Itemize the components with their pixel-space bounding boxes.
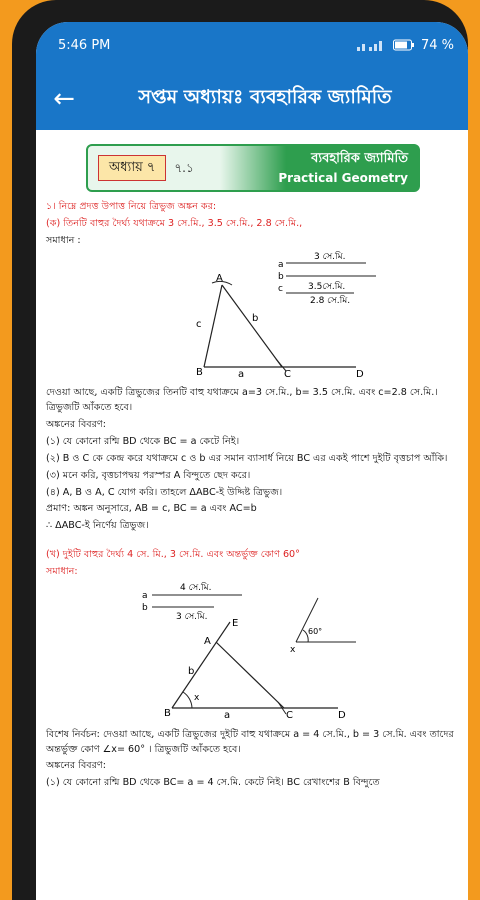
legend2-b-key: b <box>142 602 148 613</box>
step-4: (৪) A, B ও A, C যোগ করি। তাহলে ΔABC-ই উদ্দিষ্ট ত্রিভুজ। <box>46 486 283 498</box>
signal-icon <box>357 39 387 51</box>
label-b: b <box>252 312 259 324</box>
status-bar <box>36 22 468 68</box>
given-2-text: বিশেষ নির্বচন: দেওয়া আছে, একটি ত্রিভুজের দুইটি বাহু যথাক্রমে a = 4 সে.মি., b = 3 সে.মি. এবং তাদের অন্তর্ভুক্ত কোণ ∠x= 60° । ত্রিভুজটি আঁকতে হবে। <box>46 728 454 755</box>
label-c: c <box>196 318 202 330</box>
legend2-a-key: a <box>142 590 148 601</box>
label2-C: C <box>286 709 293 720</box>
triangle-diagram-2 <box>46 582 460 720</box>
question-heading: ১। নিম্নে প্রদত্ত উপাত্ত নিয়ে ত্রিভুজ অঙ্কন কর: <box>46 201 217 212</box>
step2-1: (১) যে কোনো রশ্মি BD থেকে BC= a = 4 সে.মি. কেটে নিই। BC রেখাংশের B বিন্দুতে <box>46 777 380 789</box>
arrow-left-icon: ← <box>53 84 75 114</box>
legend-b-val: 3.5সে.মি. <box>308 281 346 292</box>
legend2-a-val: 4 সে.মি. <box>180 582 212 593</box>
label2-B: B <box>164 707 171 719</box>
label2-b: b <box>188 665 195 677</box>
label-B: B <box>196 366 203 378</box>
step-2: (২) B ও C কে কেন্দ্র করে যথাক্রমে c ও b এর সমান ব্যাসার্ধ নিয়ে BC এর একই পাশে দুইটি বৃত্তচাপ আঁকি। <box>46 452 448 464</box>
legend-c-key: c <box>278 283 283 294</box>
given-text: দেওয়া আছে, একটি ত্রিভুজের তিনটি বাহু যথাক্রমে a=3 সে.মি., b= 3.5 সে.মি. এবং c=2.8 সে.মি.। ত্রিভুজটি আঁকতে হবে। <box>46 387 438 414</box>
battery-icon <box>393 39 415 51</box>
label2-E: E <box>232 617 239 629</box>
question-sub: (ক) তিনটি বাহুর দৈর্ঘ্য যথাক্রমে 3 সে.মি., 3.5 সে.মি., 2.8 সে.মি., <box>46 217 303 229</box>
chapter-label: অধ্যায় ৭ <box>98 155 166 181</box>
step-3: (৩) মনে করি, বৃত্তচাপদ্বয় পরস্পর A বিন্দুতে ছেদ করে। <box>46 469 251 481</box>
label2-a: a <box>224 709 231 720</box>
back-button[interactable] <box>36 84 92 114</box>
angle-x-label: x <box>290 644 296 655</box>
label2-x: x <box>194 692 200 703</box>
triangle-diagram-1 <box>46 251 460 379</box>
content-area[interactable] <box>36 130 468 791</box>
banner-title-en: Practical Geometry <box>278 170 408 185</box>
steps-title: অঙ্কনের বিবরণ: <box>46 419 106 431</box>
chapter-banner <box>86 144 420 192</box>
label2-D: D <box>338 709 346 720</box>
label-D: D <box>356 368 364 379</box>
angle-deg-label: 60° <box>308 626 323 636</box>
screen <box>36 22 468 900</box>
legend-b-key: b <box>278 271 284 282</box>
proof-text: প্রমাণ: অঙ্কন অনুসারে, AB = c, BC = a এবং AC=b <box>46 503 257 515</box>
solution-label: সমাধান : <box>46 234 81 246</box>
step-1: (১) যে কোনো রশ্মি BD থেকে BC = a কেটে নিই। <box>46 436 240 448</box>
page-title: সপ্তম অধ্যায়ঃ ব্যবহারিক জ্যামিতি <box>138 86 392 108</box>
app-bar <box>36 68 468 130</box>
status-time: 5:46 PM <box>58 37 111 53</box>
label-A: A <box>216 272 223 284</box>
legend-a-key: a <box>278 259 284 270</box>
phone-frame <box>12 0 468 900</box>
question-2-heading: (খ) দুইটি বাহুর দৈর্ঘ্য 4 সে. মি., 3 সে.মি. এবং অন্তর্ভুক্ত কোণ 60° <box>46 549 300 561</box>
label2-A: A <box>204 635 211 647</box>
solution-2-label: সমাধান: <box>46 566 78 578</box>
battery-level: 74 % <box>420 37 454 53</box>
legend-a-val: 3 সে.মি. <box>314 251 346 262</box>
label-C: C <box>284 368 291 379</box>
banner-title-bn: ব্যবহারিক জ্যামিতি <box>311 150 408 166</box>
legend2-b-val: 3 সে.মি. <box>176 611 208 622</box>
section-number: ৭.১ <box>174 160 194 175</box>
conclusion-text: ∴ ΔABC-ই নির্ণেয় ত্রিভুজ। <box>46 520 149 532</box>
legend-c-val: 2.8 সে.মি. <box>310 295 351 306</box>
steps-2-title: অঙ্কনের বিবরণ: <box>46 760 106 772</box>
label-a: a <box>238 368 245 379</box>
